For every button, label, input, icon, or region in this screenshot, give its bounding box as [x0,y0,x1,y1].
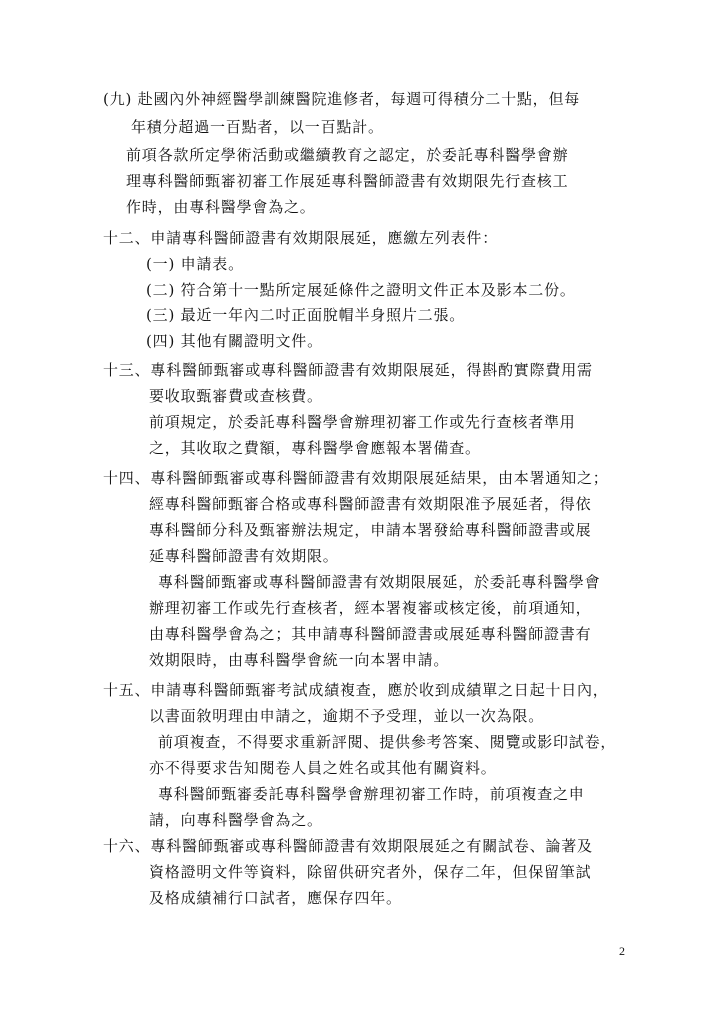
text-line: 專科醫師分科及甄審辦法規定，申請本署發給專科醫師證書或展 [149,521,592,539]
page-number: 2 [619,944,625,958]
list-item: (二) 符合第十一點所定展延條件之證明文件正本及影本二份。 [146,281,576,299]
text-line: 之，其收取之費額，專科醫學會應報本署備查。 [149,439,481,457]
text-line: 經專科醫師甄審合格或專科醫師證書有效期限准予展延者，得依 [149,495,592,513]
article-heading: 十五、申請專科醫師甄審考試成績複查，應於收到成績單之日起十日內， [103,681,609,699]
article-heading: 十四、專科醫師甄審或專科醫師證書有效期限展延結果，由本署通知之； [103,469,609,487]
text-line: 前項複查，不得要求重新評閱、提供參考答案、閱覽或影印試卷， [158,733,617,751]
text-line: 亦不得要求告知閱卷人員之姓名或其他有關資料。 [149,759,497,777]
text-line: 前項各款所定學術活動或繼續教育之認定，於委託專科醫學會辦 [126,146,569,164]
text-line: 前項規定，於委託專科醫學會辦理初審工作或先行查核者準用 [149,413,576,431]
article-heading: 十六、專科醫師甄審或專科醫師證書有效期限展延之有關試卷、論著及 [103,837,593,855]
text-line: (九) 赴國內外神經醫學訓練醫院進修者，每週可得積分二十點，但每 [103,90,581,108]
text-line: 由專科醫學會為之；其申請專科醫師證書或展延專科醫師證書有 [149,625,592,643]
text-line: 理專科醫師甄審初審工作展延專科醫師證書有效期限先行查核工 [126,172,569,190]
article-heading: 十三、專科醫師甄審或專科醫師證書有效期限展延，得斟酌實際費用需 [103,361,593,379]
text-line: 年積分超過一百點者，以一百點計。 [131,118,384,136]
text-line: 辦理初審工作或先行查核者，經本署複審或核定後，前項通知， [149,599,592,617]
text-line: 以書面敘明理由申請之，逾期不予受理，並以一次為限。 [149,707,545,725]
text-line: 專科醫師甄審或專科醫師證書有效期限展延，於委託專科醫學會 [158,573,601,591]
text-line: 效期限時，由專科醫學會統一向本署申請。 [149,651,450,669]
list-item: (四) 其他有關證明文件。 [146,332,323,350]
list-item: (一) 申請表。 [146,255,244,273]
text-line: 要收取甄審費或查核費。 [149,387,323,405]
text-line: 延專科醫師證書有效期限。 [149,547,339,565]
text-line: 專科醫師甄審委託專科醫學會辦理初審工作時，前項複查之申 [158,785,585,803]
list-item: (三) 最近一年內二吋正面脫帽半身照片二張。 [146,306,466,324]
text-line: 請，向專科醫學會為之。 [149,811,323,829]
text-line: 及格成績補行口試者，應保存四年。 [149,889,402,907]
text-line: 作時，由專科醫學會為之。 [126,198,316,216]
text-line: 資格證明文件等資料，除留供研究者外，保存二年，但保留筆試 [149,863,592,881]
article-heading: 十二、申請專科醫師證書有效期限展延，應繳左列表件： [103,229,499,247]
